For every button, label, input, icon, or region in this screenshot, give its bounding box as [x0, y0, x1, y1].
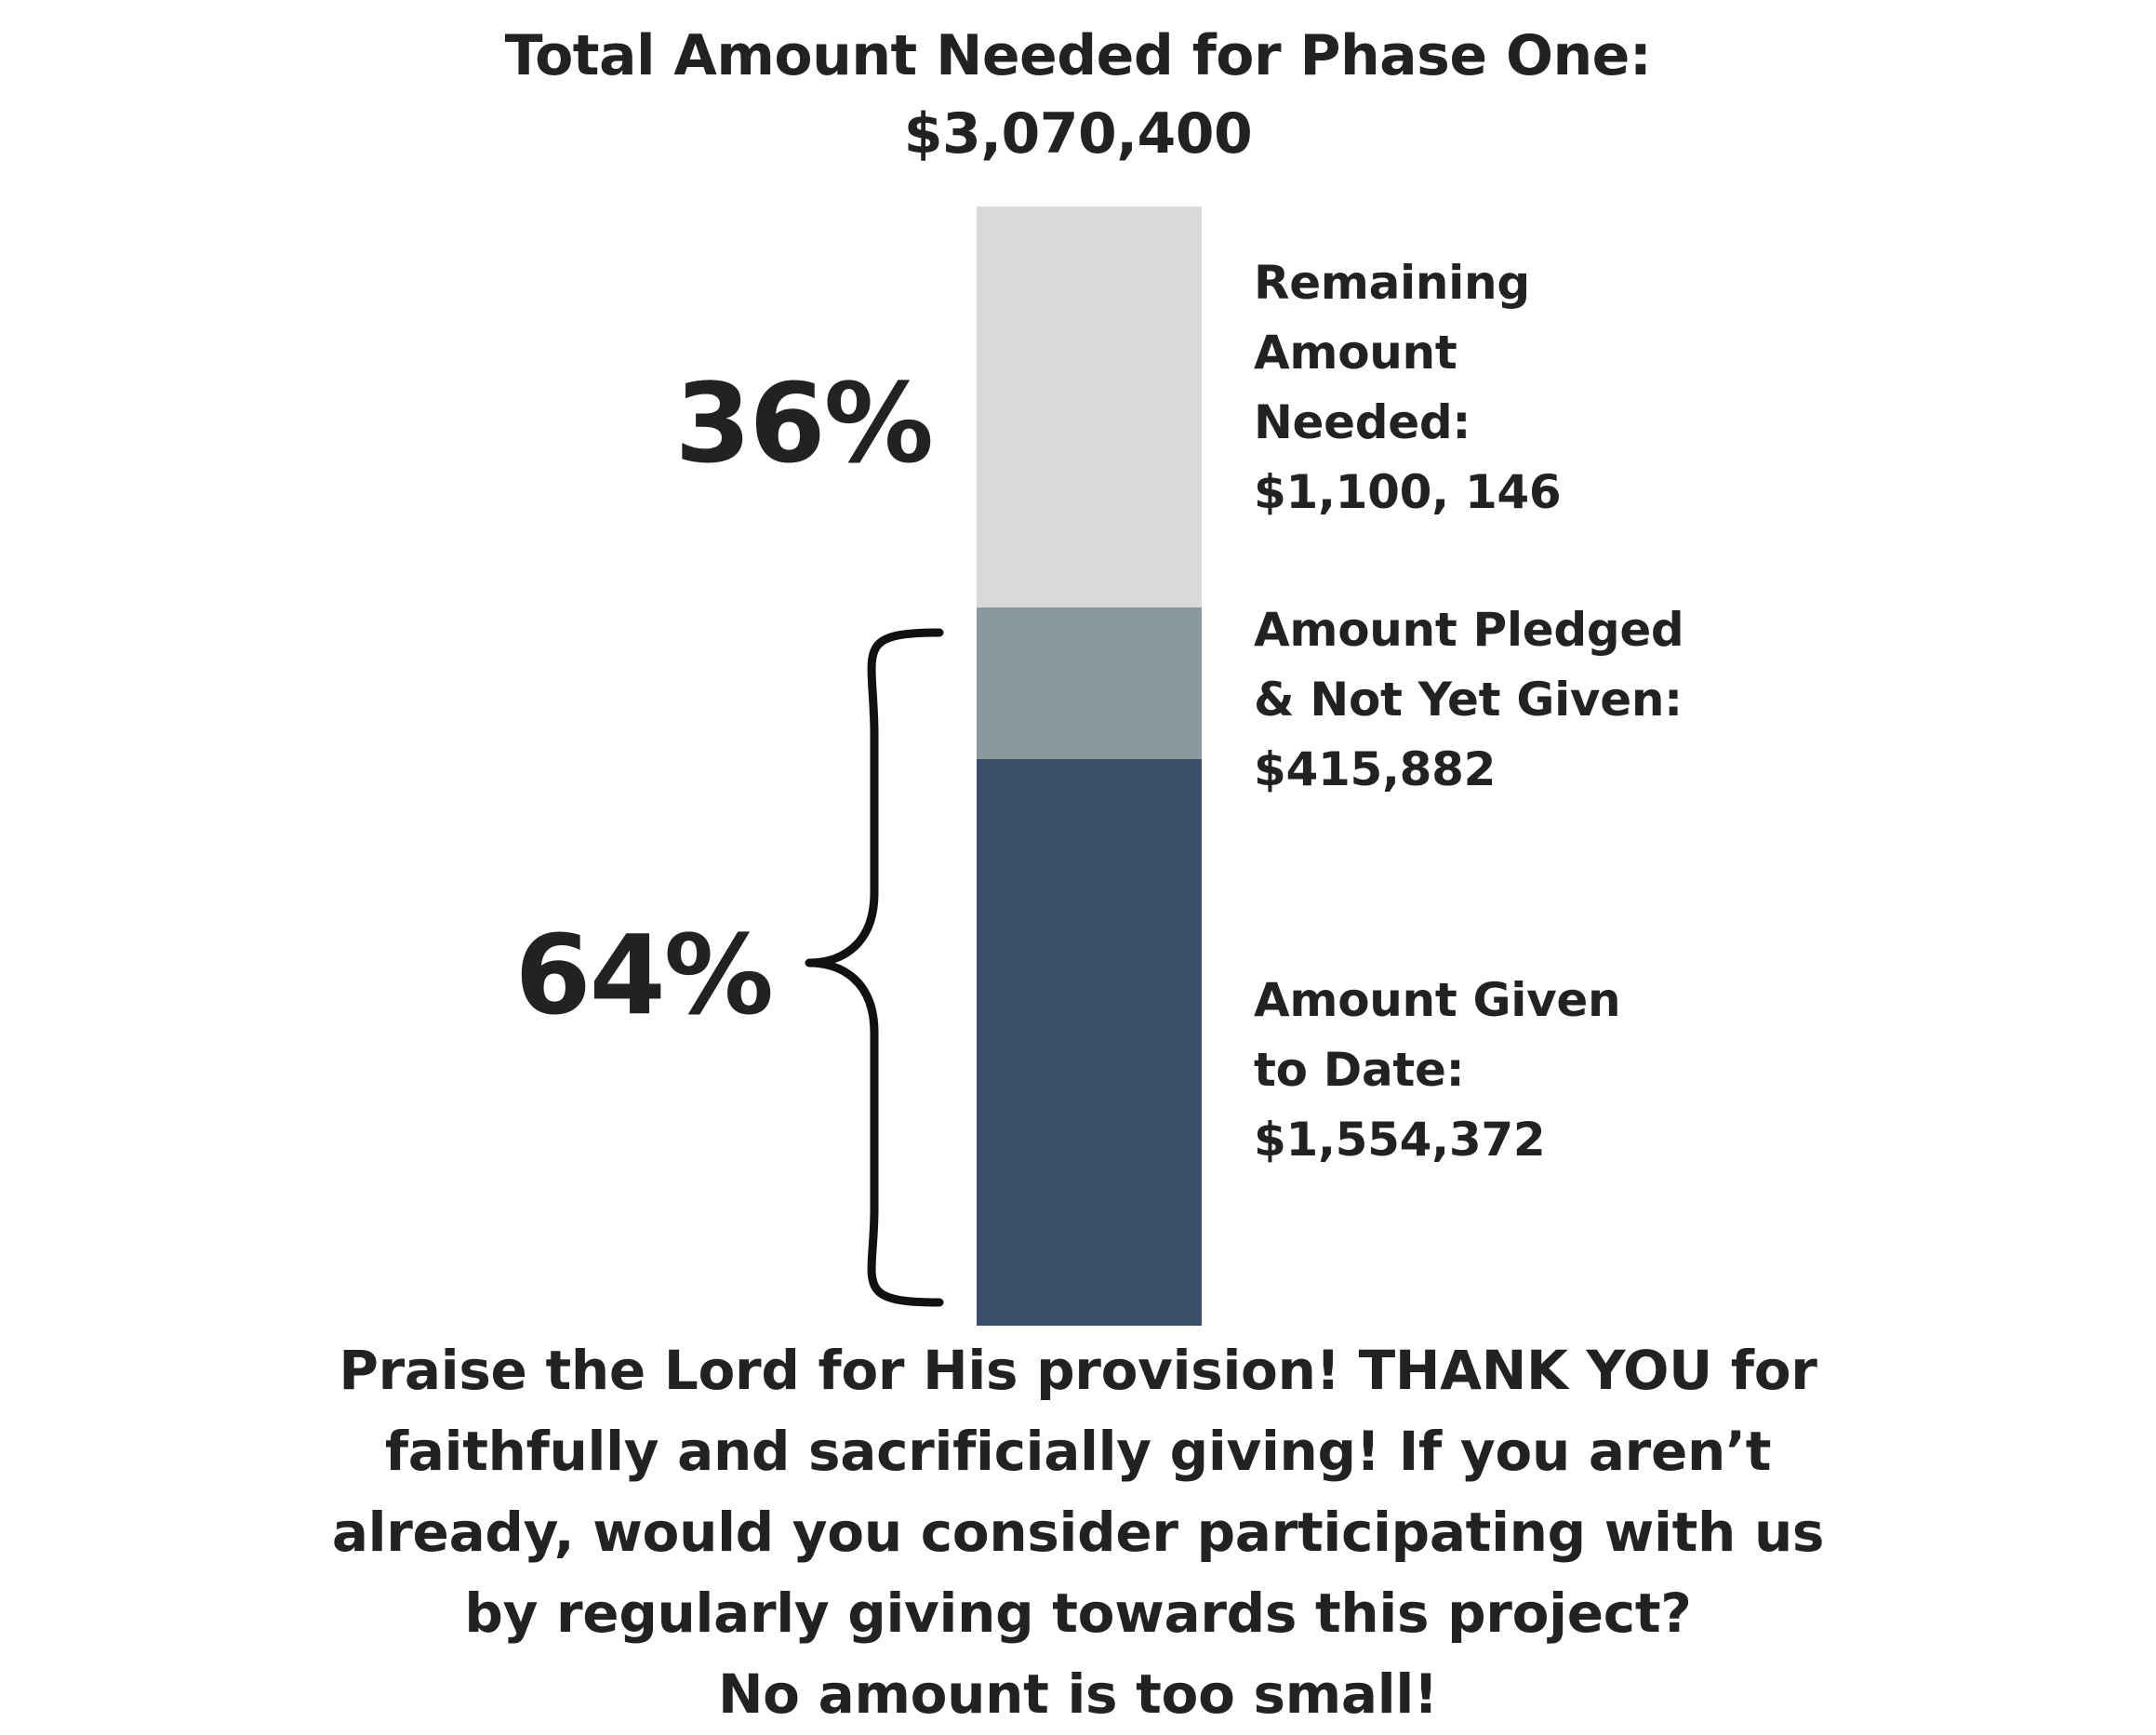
- bar-segment-given: [977, 759, 1202, 1326]
- chart-title: Total Amount Needed for Phase One:: [504, 23, 1652, 88]
- curly-brace-icon: [800, 614, 949, 1321]
- remaining-label-line: Amount: [1254, 326, 1457, 380]
- given-label-value: $1,554,372: [1254, 1113, 1546, 1167]
- message-line: Praise the Lord for His provision! THANK YOU for: [339, 1339, 1817, 1402]
- given-label-line: to Date:: [1254, 1043, 1465, 1097]
- message-line: No amount is too small!: [717, 1662, 1439, 1726]
- given-label-line: Amount Given: [1254, 973, 1621, 1027]
- bar-segment-pledged: [977, 607, 1202, 759]
- given-amount-label: [1254, 966, 1620, 1175]
- total-amount: $3,070,400: [903, 101, 1253, 167]
- message-line: by regularly giving towards this project?: [464, 1582, 1692, 1645]
- remaining-label-line: Remaining: [1254, 256, 1530, 310]
- bar-segment-remaining: [977, 207, 1202, 607]
- pledged-label-line: Amount Pledged: [1254, 603, 1684, 657]
- message-line: already, would you consider participating with us: [331, 1501, 1825, 1564]
- thank-you-message: [0, 1330, 2156, 1735]
- remaining-amount-label: [1254, 248, 1561, 527]
- remaining-label-value: $1,100, 146: [1254, 465, 1562, 519]
- pledged-amount-label: [1254, 595, 1684, 805]
- pledged-label-line: & Not Yet Given:: [1254, 673, 1683, 727]
- pledged-label-value: $415,882: [1254, 742, 1497, 796]
- remaining-label-line: Needed:: [1254, 395, 1471, 449]
- percent-remaining-label: 36%: [674, 359, 932, 487]
- message-line: faithfully and sacrificially giving! If you aren’t: [384, 1420, 1772, 1483]
- percent-covered-label: 64%: [514, 911, 772, 1039]
